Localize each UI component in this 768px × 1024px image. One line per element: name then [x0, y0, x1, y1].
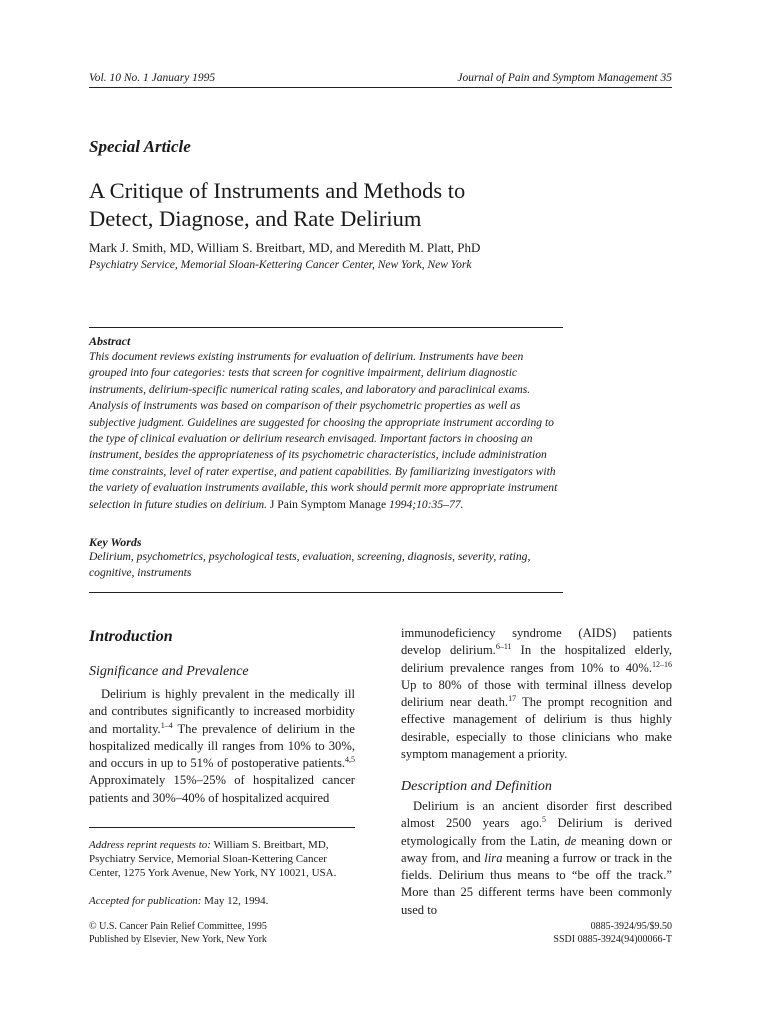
introduction-heading: Introduction [89, 628, 173, 645]
article-title [89, 177, 649, 233]
paragraph-prevalence-cont: immunodeficiency syndrome (AIDS) patients develop delirium.$^{6-11}$ In the hospitalized elderly, delirium prevalence ranges from 10% to 40%.$^{12-16}$ Up to 80% of those with terminal illness develop delirium near death.$^{17}$ The prompt recognition and effective management of delirium is thus highly desirable, especially to those clinicians who make symptom management a priority. [401, 626, 672, 762]
running-header-journal: Journal of Pain and Symptom Management 35 [457, 72, 672, 84]
abstract-citation-ref: 1994;10:35–77. [389, 497, 464, 511]
abstract-body: This document reviews existing instruments for evaluation of delirium. Instruments have been grouped into four categories: tests that screen for cognitive impairment, delirium diagnostic instruments, delirium-specific numerical rating scales, and laboratory and paraclinical exams. Analysis of instruments was based on comparison of their psychometric properties as well as subjective judgment. Guidelines are suggested for choosing the appropriate instrument according to the type of clinical evaluation or delirium research envisaged. Important factors in choosing an instrument, besides the appropriateness of its psychometric characteristics, include administration time constraints, level of rater expertise, and patient capabilities. By familiarizing investigators with the variety of evaluation instruments available, this work should permit more appropriate instrument selection in future studies on delirium. [89, 350, 558, 511]
footnote-accepted: Accepted for publication: May 12, 1994. [89, 895, 269, 907]
header-rule [89, 87, 672, 88]
right-column-text-2 [401, 798, 672, 919]
title-line-1: A Critique of Instruments and Methods to [89, 178, 466, 203]
keywords-heading: Key Words [89, 535, 142, 549]
right-column-text [401, 625, 672, 763]
paragraph-description: Delirium is an ancient disorder first described almost 2500 years ago.$^5$ Delirium is derived etymologically from the Latin, de meaning down or away from, and lira meaning a furrow or track in the fields. Delirium thus means to “be off the track.” More than 25 different terms have been commonly used to [401, 799, 672, 917]
left-column-text [89, 686, 355, 807]
footnote-rule [89, 827, 355, 828]
keywords-text: Delirium, psychometrics, psychological tests, evaluation, screening, diagnosis, severity, rating, cognitive, instruments [89, 550, 531, 579]
abstract-top-rule [89, 327, 563, 328]
affiliation: Psychiatry Service, Memorial Sloan-Kettering Cancer Center, New York, New York [89, 259, 472, 271]
authors: Mark J. Smith, MD, William S. Breitbart, MD, and Meredith M. Platt, PhD [89, 240, 481, 255]
footer-copyright: © U.S. Cancer Pain Relief Committee, 1995 Published by Elsevier, New York, New York [89, 921, 267, 945]
paragraph-prevalence: Delirium is highly prevalent in the medically ill and contributes significantly to increased morbidity and mortality.$^{1-4}$ The prevalence of delirium in the hospitalized medically ill ranges from 10% to 30%, and occurs in up to 51% of postoperative patients.$^{4,5}$ Approximately 15%–25% of hospitalized cancer patients and 30%–40% of hospitalized acquired [89, 687, 355, 805]
running-header-volume: Vol. 10 No. 1 January 1995 [89, 72, 216, 84]
abstract-text [89, 349, 563, 513]
article-type: Special Article [89, 137, 191, 156]
abstract-heading: Abstract [89, 334, 131, 348]
keywords-bottom-rule [89, 592, 563, 593]
subheading-description: Description and Definition [401, 779, 552, 794]
footer-codes: 0885-3924/95/$9.50 SSDI 0885-3924(94)00066-T [553, 921, 672, 945]
footnote-address: Address reprint requests to: William S. Breitbart, MD, Psychiatry Service, Memorial Sloan-Kettering Cancer Center, 1275 York Avenue, New York, NY 10021, USA. [89, 839, 337, 880]
title-line-2: Detect, Diagnose, and Rate Delirium [89, 206, 422, 231]
subheading-significance: Significance and Prevalence [89, 664, 249, 679]
abstract-citation-journal: J Pain Symptom Manage [269, 497, 387, 511]
